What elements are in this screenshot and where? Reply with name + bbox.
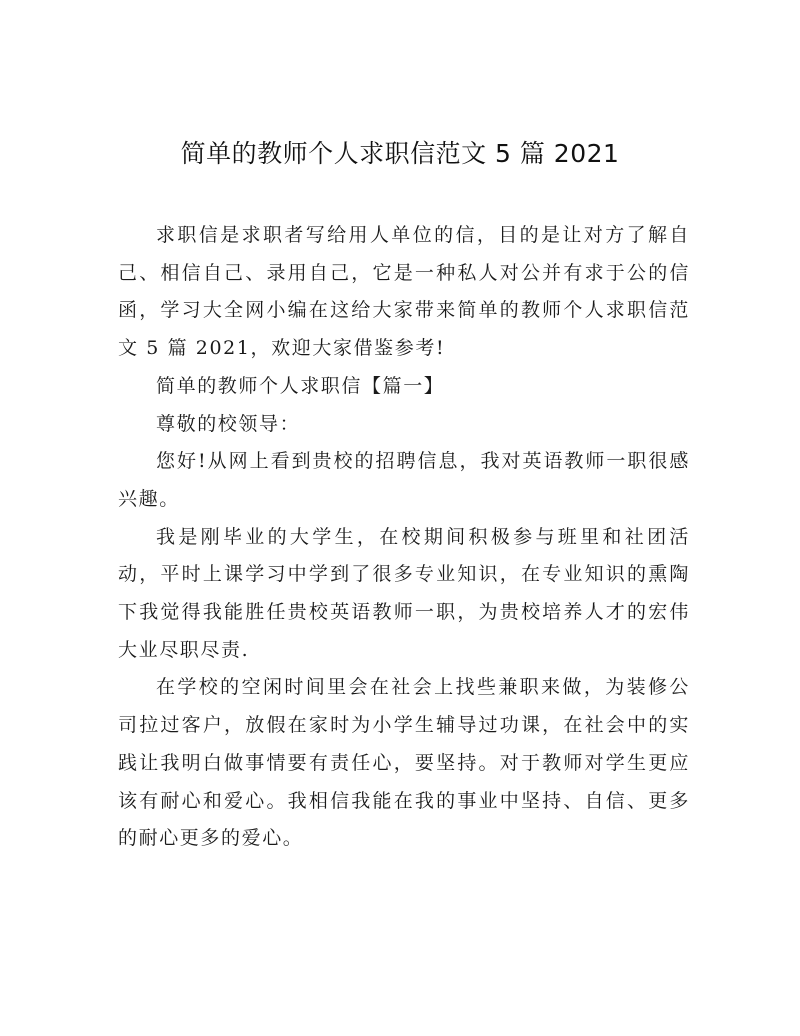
intro-paragraph: 求职信是求职者写给用人单位的信，目的是让对方了解自己、相信自己、录用自己，它是一种私人对公并有求于公的信函，学习大全网小编在这给大家带来简单的教师个人求职信范文 5 篇 2021，欢迎大家借鉴参考! (118, 224, 690, 360)
experience-paragraph: 在学校的空闲时间里会在社会上找些兼职来做，为装修公司拉过客户，放假在家时为小学生辅导过功课，在社会中的实践让我明白做事情要有责任心，要坚持。对于教师对学生更应该有耐心和爱心。我相信我能在我的事业中坚持、自信、更多的耐心更多的爱心。 (118, 676, 690, 850)
section-heading: 简单的教师个人求职信【篇一】 (156, 374, 445, 397)
document-body (118, 217, 690, 858)
document-title: 简单的教师个人求职信范文 5 篇 2021 (180, 139, 620, 168)
education-paragraph: 我是刚毕业的大学生，在校期间积极参与班里和社团活动，平时上课学习中学到了很多专业知识，在专业知识的熏陶下我觉得我能胜任贵校英语教师一职，为贵校培养人才的宏伟大业尽职尽责. (118, 525, 690, 661)
greeting-paragraph: 您好!从网上看到贵校的招聘信息，我对英语教师一职很感兴趣。 (118, 450, 690, 510)
salutation: 尊敬的校领导： (156, 412, 301, 435)
